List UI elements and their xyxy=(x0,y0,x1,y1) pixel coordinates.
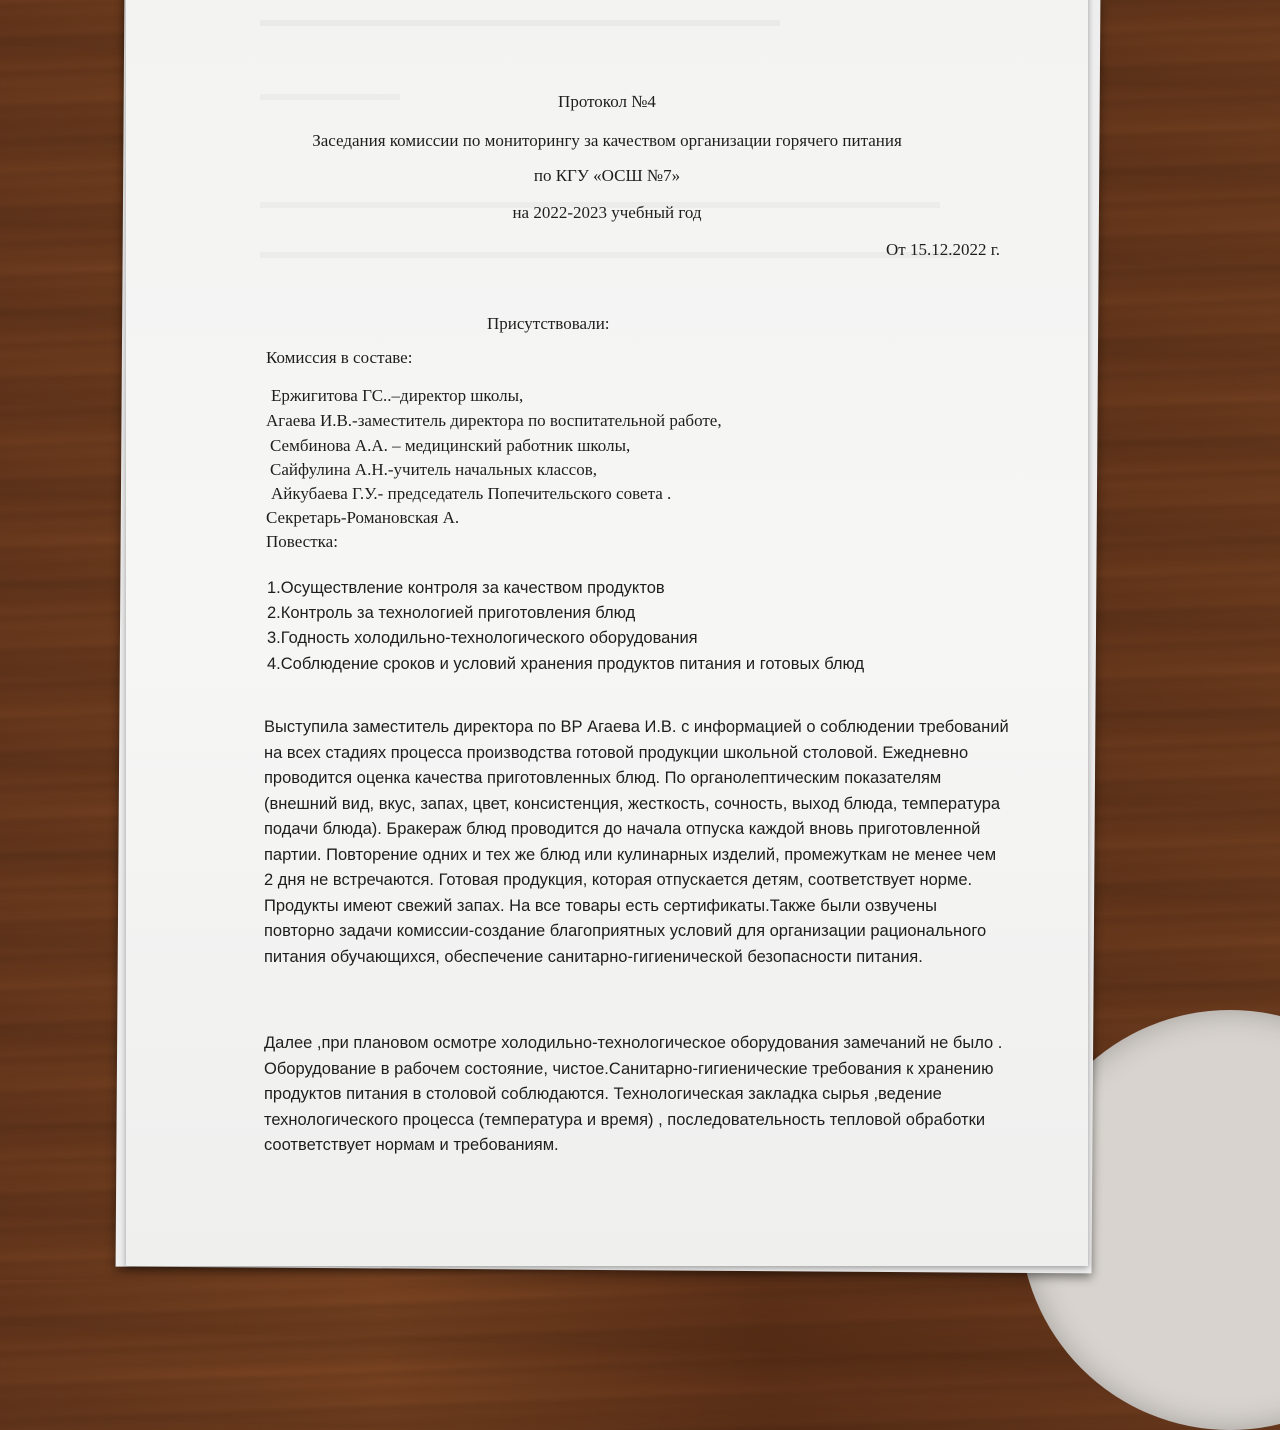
commission-label: Комиссия в составе: xyxy=(266,348,413,367)
member-2: Агаева И.В.-заместитель директора по воспитательной работе, xyxy=(266,411,722,430)
protocol-title: Протокол №4 xyxy=(558,92,656,111)
agenda-item-3: 3.Годность холодильно-технологического оборудования xyxy=(267,629,698,647)
agenda-item-4: 4.Соблюдение сроков и условий хранения продуктов питания и готовых блюд xyxy=(267,655,865,673)
academic-year: на 2022-2023 учебный год xyxy=(512,203,702,222)
agenda-item-1: 1.Осуществление контроля за качеством продуктов xyxy=(267,579,665,597)
document-page xyxy=(126,0,1088,1266)
protocol-subtitle: Заседания комиссии по мониторингу за качеством организации горячего питания xyxy=(312,131,902,150)
agenda-label: Повестка: xyxy=(266,532,338,551)
member-5: Айкубаева Г.У.- председатель Попечительского совета . xyxy=(271,484,672,503)
agenda-item-2: 2.Контроль за технологией приготовления блюд xyxy=(267,604,636,622)
member-1: Ержигитова ГС..–директор школы, xyxy=(271,386,524,405)
protocol-date: От 15.12.2022 г. xyxy=(886,240,1001,259)
member-3: Сембинова А.А. – медицинский работник школы, xyxy=(270,436,631,455)
present-heading: Присутствовали: xyxy=(487,314,610,333)
organization-name: по КГУ «ОСШ №7» xyxy=(533,166,681,185)
inspection-paragraph: Далее ,при плановом осмотре холодильно-технологическое оборудования замечаний не было . Оборудование в рабочем состояние, чистое.Санитарно-гигиенические требования к хранению продуктов питания в столовой соблюдаются. Технологическая закладка сырья ,ведение технологического процесса (температура и время) , последовательность тепловой обработки соответствует нормам и требованиям. xyxy=(264,1034,1003,1154)
member-4: Сайфулина А.Н.-учитель начальных классов, xyxy=(270,460,597,479)
secretary: Секретарь-Романовская А. xyxy=(266,508,460,527)
speech-paragraph: Выступила заместитель директора по ВР Агаева И.В. с информацией о соблюдении требований на всех стадиях процесса производства готовой продукции школьной столовой. Ежедневно проводится оценка качества приготовленных блюд. По органолептическим показателям (внешний вид, вкус, запах, цвет, консистенция, жесткость, сочность, выход блюда, температура подачи блюда). Бракераж блюд проводится до начала отпуска каждой вновь приготовленной партии. Повторение одних и тех же блюд или кулинарных изделий, промежуткам не менее чем 2 дня не встречаются. Готовая продукция, которая отпускается детям, соответствует норме. Продукты имеют свежий запах. На все товары есть сертификаты.Также были озвучены повторно задачи комиссии-создание благоприятных условий для организации рационального питания обучающихся, обеспечение санитарно-гигиенической безопасности питания. xyxy=(264,718,1009,966)
